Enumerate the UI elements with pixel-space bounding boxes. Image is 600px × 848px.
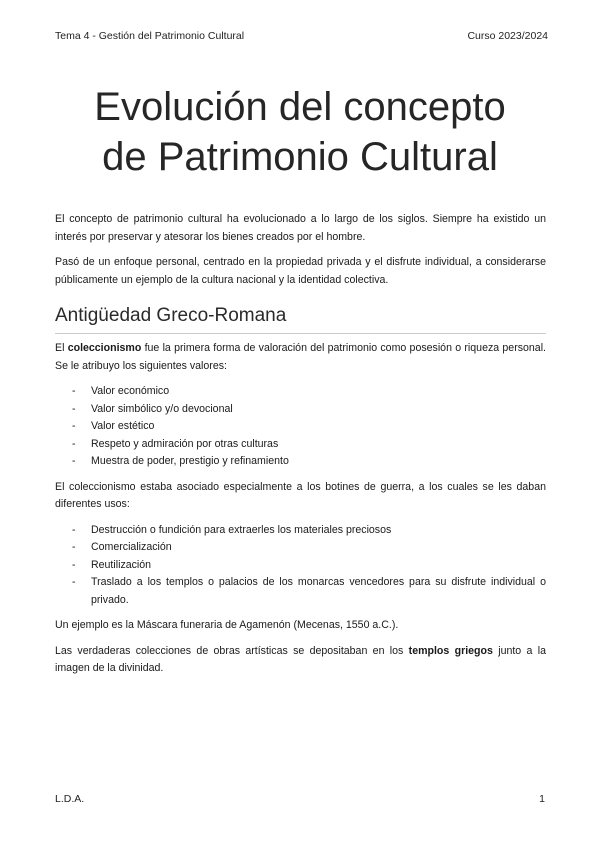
list-item: - Reutilización (55, 557, 546, 575)
header-course-topic: Tema 4 - Gestión del Patrimonio Cultural (55, 30, 245, 42)
title-line-1: Evolución del concepto (94, 85, 506, 129)
list-item: - Muestra de poder, prestigio y refinamiento (55, 453, 546, 471)
list-item: - Valor simbólico y/o devocional (55, 401, 546, 419)
list-item: - Valor estético (55, 418, 546, 436)
list-item: - Respeto y admiración por otras culturas (55, 436, 546, 454)
agamenon-paragraph: Un ejemplo es la Máscara funeraria de Agamenón (Mecenas, 1550 a.C.). (55, 619, 399, 631)
values-list (55, 383, 546, 471)
intro-paragraph-1: El concepto de patrimonio cultural ha evolucionado a lo largo de los siglos. Siempre ha existido un interés por preservar y atesorar los bienes creados por el hombre. (55, 213, 546, 243)
footer-author: L.D.A. (55, 793, 85, 805)
templos-paragraph: Las verdaderas colecciones de obras artísticas se depositaban en los templos griegos junto a la imagen de la divinidad. (55, 644, 546, 674)
coleccionismo-paragraph: El coleccionismo fue la primera forma de valoración del patrimonio como posesión o riqueza personal. Se le atribuyo los siguientes valores: (55, 342, 546, 372)
bold-term-coleccionismo: coleccionismo (67, 342, 142, 354)
botines-paragraph: El coleccionismo estaba asociado especialmente a los botines de guerra, a los cuales se les daban diferentes usos: (55, 480, 546, 510)
title-line-2: de Patrimonio Cultural (102, 135, 498, 179)
uses-list (55, 522, 546, 610)
document-body (55, 211, 546, 686)
page-title (0, 82, 600, 182)
list-item: - Destrucción o fundición para extraerles los materiales preciosos (55, 522, 546, 540)
list-item: - Valor económico (55, 383, 546, 401)
bold-term-templos-griegos: templos griegos (408, 644, 493, 657)
header-course-year: Curso 2023/2024 (467, 30, 548, 42)
page-number: 1 (539, 793, 545, 805)
intro-paragraph-2: Pasó de un enfoque personal, centrado en la propiedad privada y el disfrute individual, a considerarse públicamente un ejemplo de la cultura nacional y la identidad colectiva. (55, 256, 546, 286)
section-heading: Antigüedad Greco-Romana (55, 303, 546, 334)
list-item: - Traslado a los templos o palacios de los monarcas vencedores para su disfrute individual o privado. (55, 574, 546, 609)
list-item: - Comercialización (55, 539, 546, 557)
